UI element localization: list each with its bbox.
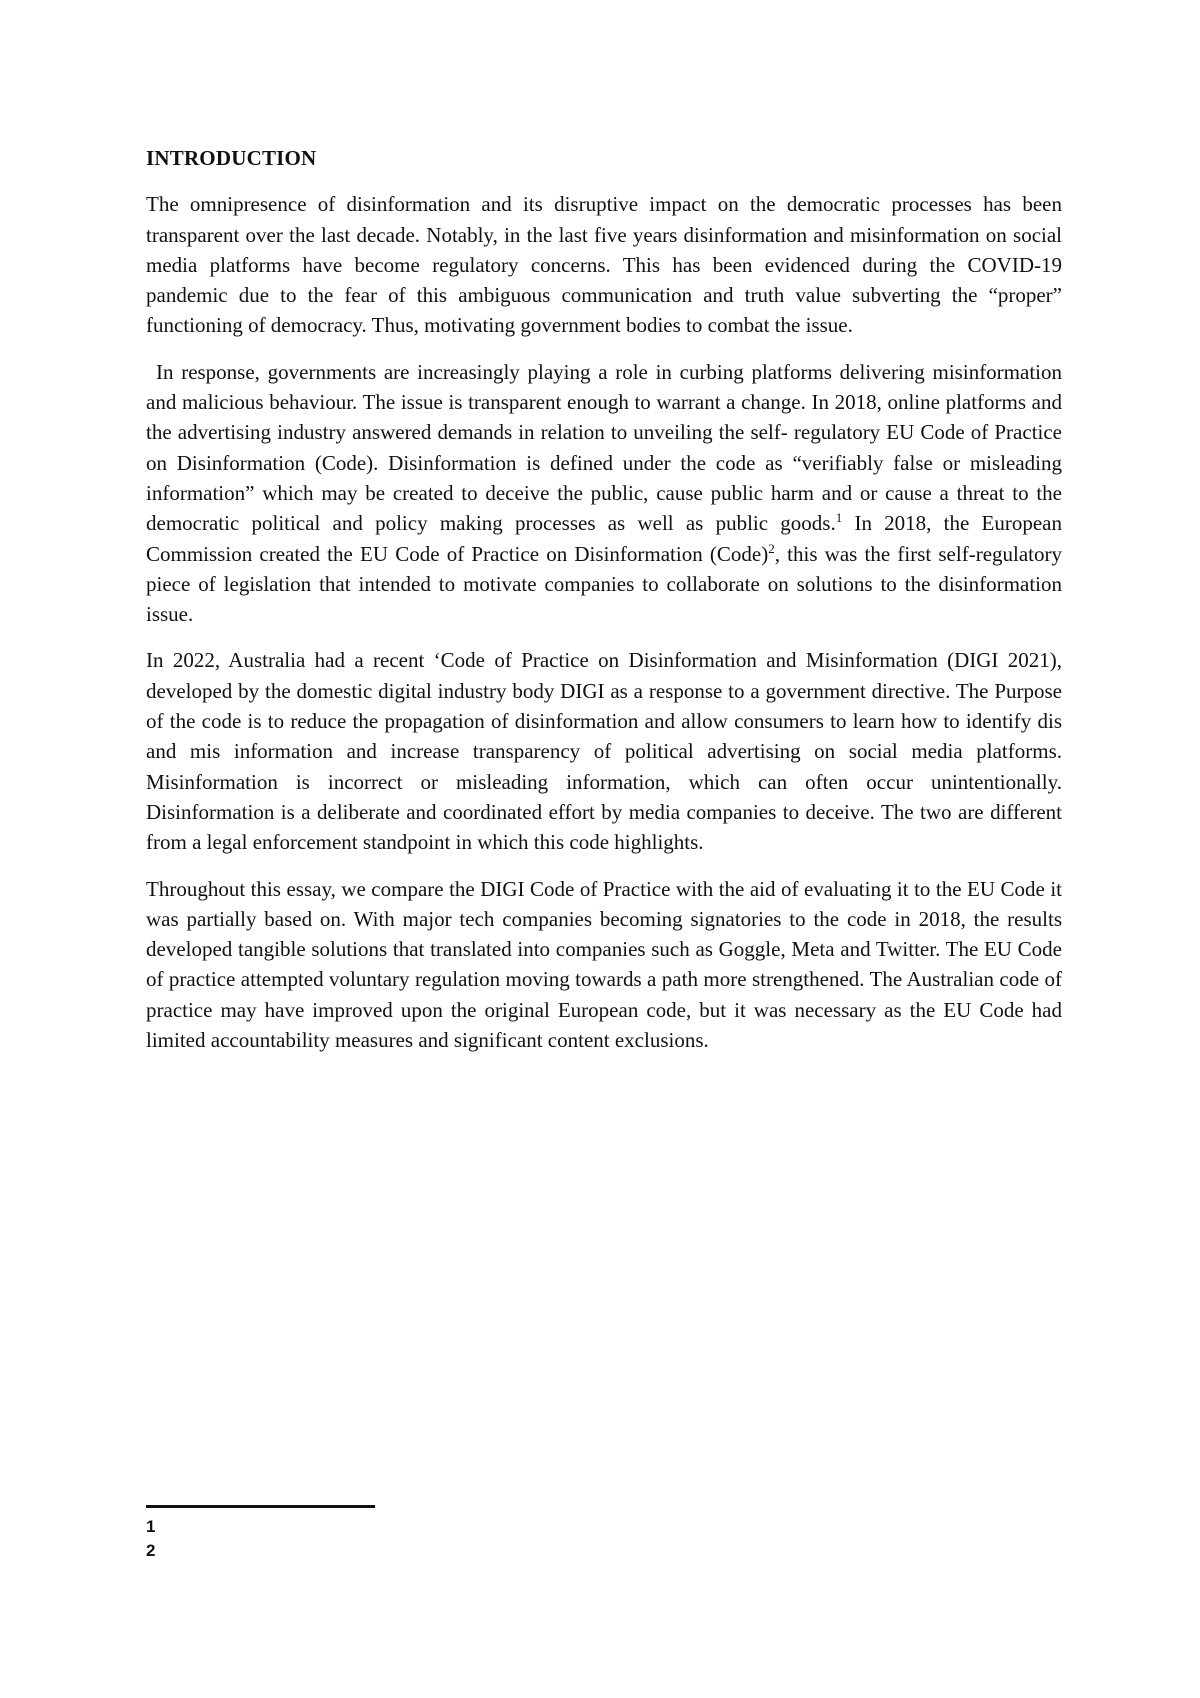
footnote-1: 1 (146, 1517, 156, 1536)
paragraph-1: The omnipresence of disinformation and its disruptive impact on the democratic processes has been transparent over the last decade. Notably, in the last five years disinformation and misinformation on social media platforms have become regulatory concerns. This has been evidenced during the COVID-19 pandemic due to the fear of this ambiguous communication and truth value subverting the “proper” functioning of democracy. Thus, motivating government bodies to combat the issue. (146, 192, 1062, 338)
document-body (146, 143, 1062, 1071)
footnote-2: 2 (146, 1541, 156, 1560)
paragraph-2-part-a: In response, governments are increasingly playing a role in curbing platforms delivering misinformation and malicious behaviour. The issue is transparent enough to warrant a change. In 2018, online platforms and the advertising industry answered demands in relation to unveiling the self- regulatory EU Code of Practice on Disinformation (Code). Disinformation is defined under the code as “verifiably false or misleading information” which may be created to deceive the public, cause public harm and or cause a threat to the democratic political and policy making processes as well as public goods. (146, 359, 1062, 536)
paragraph-2 (146, 357, 1062, 630)
paragraph-4: Throughout this essay, we compare the DIGI Code of Practice with the aid of evaluating it to the EU Code it was partially based on. With major tech companies becoming signatories to the code in 2018, the results developed tangible solutions that translated into companies such as Goggle, Meta and Twitter. The EU Code of practice attempted voluntary regulation moving towards a path more strengthened. The Australian code of practice may have improved upon the original European code, but it was necessary as the EU Code had limited accountability measures and significant content exclusions. (146, 876, 1062, 1053)
paragraph-2-part-c: , this was the first self-regulatory piece of legislation that intended to motivate companies to collaborate on solutions to the disinformation issue. (146, 541, 1062, 627)
paragraph-3: In 2022, Australia had a recent ‘Code of Practice on Disinformation and Misinformation (DIGI 2021), developed by the domestic digital industry body DIGI as a response to a government directive. The Purpose of the code is to reduce the propagation of disinformation and allow consumers to learn how to identify dis and mis information and increase transparency of political advertising on social media platforms. Misinformation is incorrect or misleading information, which can often occur unintentionally. Disinformation is a deliberate and coordinated effort by media companies to deceive. The two are different from a legal enforcement standpoint in which this code highlights. (146, 648, 1062, 855)
paragraph-2-part-b: In 2018, the European Commission created the EU Code of Practice on Disinformation (Code) (146, 511, 1062, 566)
footnote-separator (146, 1505, 375, 1508)
footnote-ref-1[interactable]: 1 (835, 510, 843, 526)
footnote-ref-2[interactable]: 2 (768, 540, 775, 556)
section-heading: INTRODUCTION (146, 146, 317, 170)
footnotes (146, 1515, 155, 1563)
